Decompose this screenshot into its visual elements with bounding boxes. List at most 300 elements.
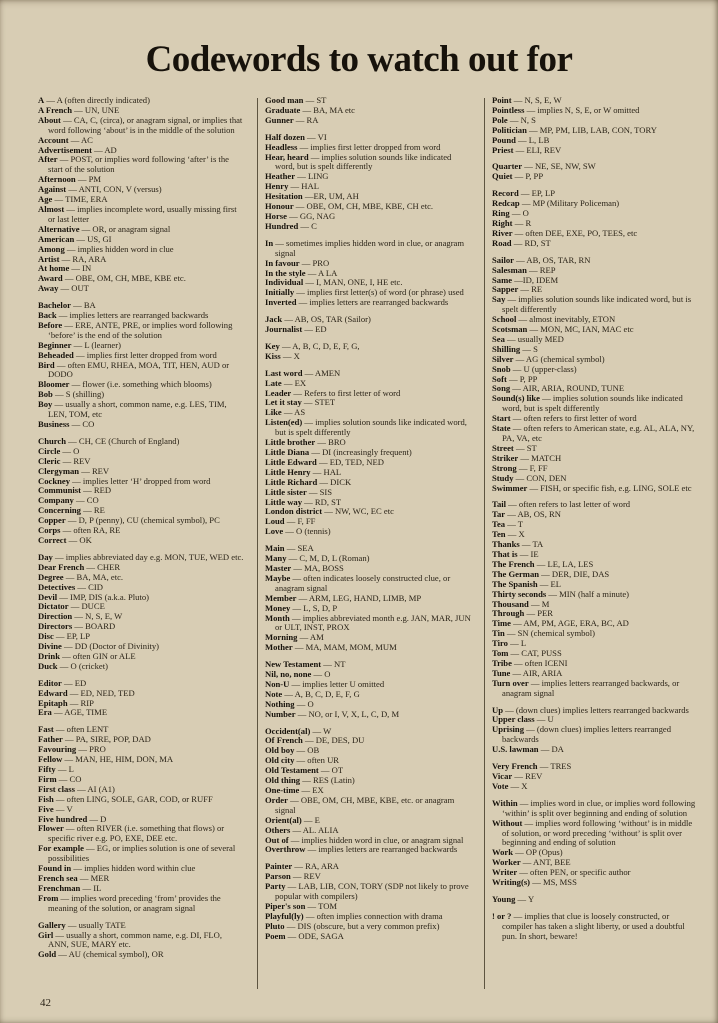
codeword-entry: Uprising — (down clues) implies letters rearranged backwards: [492, 724, 671, 745]
entry-term: Party: [265, 881, 286, 892]
entry-term: Old boy: [265, 745, 295, 756]
codeword-entry: Writing(s) — MS, MSS: [492, 877, 577, 888]
entry-term: Found in: [38, 863, 72, 874]
entry-term: Girl: [38, 929, 54, 940]
codeword-entry: ! or ? — implies that clue is loosely constructed, or compiler has taken a slight liberty, or used a doubtful pun. In short, beware!: [492, 910, 685, 941]
entry-term: Tea: [492, 519, 506, 530]
codeword-entry: For example — EG, or implies solution is one of several possibilities: [38, 843, 236, 864]
codeword-entry: Hundred — C: [265, 220, 317, 231]
entry-term: Little Henry: [265, 466, 311, 477]
codeword-entry: Let it stay — STET: [265, 397, 336, 408]
codeword-entry: Record — EP, LP: [492, 188, 556, 199]
codeword-entry: Overthrow — implies letters are rearranged backwards: [265, 844, 458, 855]
entry-term: Mother: [265, 642, 293, 653]
codeword-entry: Many — C, M, D, L (Roman): [265, 553, 370, 564]
entry-term: Poem: [265, 930, 286, 941]
entry-term: Pound: [492, 134, 516, 145]
codeword-entry: Bloomer — flower (i.e. something which blooms): [38, 379, 212, 390]
codeword-entry: Good man — ST: [265, 96, 327, 105]
letter-group: [38, 921, 244, 961]
codeword-entry: Bachelor — BA: [38, 300, 96, 311]
codeword-entry: Street — ST: [492, 442, 537, 453]
entry-term: Disc: [38, 631, 54, 642]
entry-term: Thanks: [492, 539, 520, 550]
codeword-entry: Study — CON, DEN: [492, 472, 567, 483]
entry-term: Pointless: [492, 104, 525, 115]
entry-term: Corps: [38, 525, 61, 536]
letter-group: [265, 544, 471, 653]
codeword-entry: Cleric — REV: [38, 455, 91, 466]
codeword-entry: Old Testament — OT: [265, 765, 344, 776]
codeword-entry: Found in — implies hidden word within clue: [38, 863, 196, 874]
entry-term: Note: [265, 688, 283, 699]
codeword-entry: Cockney — implies letter ‘H’ dropped from word: [38, 475, 211, 486]
entry-term: Key: [265, 340, 280, 351]
codeword-entry: From — implies word preceding ‘from’ provides the meaning of the solution, or anagram signal: [38, 892, 221, 913]
entry-term: Order: [265, 794, 288, 805]
codeword-entry: Direction — N, S, E, W: [38, 611, 123, 622]
entry-term: Gallery: [38, 919, 66, 930]
codeword-entry: Honour — OBE, OM, CH, MBE, KBE, CH etc.: [265, 201, 434, 212]
letter-group: [38, 679, 244, 719]
codeword-entry: Sea — usually MED: [492, 333, 564, 344]
codeword-entry: Start — often refers to first letter of word: [492, 413, 637, 424]
entry-term: Turn over: [492, 677, 529, 688]
entry-term: Swimmer: [492, 482, 528, 493]
entry-term: Month: [265, 612, 290, 623]
codeword-entry: London district — NW, WC, EC etc: [265, 506, 394, 517]
codeword-entry: Loud — F, FF: [265, 516, 316, 527]
entry-term: Say: [492, 294, 506, 305]
codeword-entry: Gold — AU (chemical symbol), OR: [38, 949, 164, 960]
codeword-entry: Day — implies abbreviated day e.g. MON, TUE, WED etc.: [38, 551, 244, 562]
entry-term: Gunner: [265, 114, 294, 125]
entry-term: That is: [492, 548, 518, 559]
entry-term: The Spanish: [492, 578, 538, 589]
entry-term: Editor: [38, 677, 62, 688]
codeword-entry: Through — PER: [492, 608, 553, 619]
entry-term: Snob: [492, 363, 511, 374]
codeword-entry: Ring — O: [492, 208, 529, 219]
entry-term: Drink: [38, 650, 60, 661]
codeword-entry: Artist — RA, ARA: [38, 253, 107, 264]
codeword-entry: Scotsman — MON, MC, IAN, MAC etc: [492, 324, 634, 335]
entry-term: Boy: [38, 399, 53, 410]
codeword-entry: Pole — N, S: [492, 114, 536, 125]
entry-term: ! or ?: [492, 910, 512, 921]
page-title: Codewords to watch out for: [145, 39, 573, 80]
entry-term: Overthrow: [265, 844, 306, 855]
entry-term: Bloomer: [38, 379, 70, 390]
entry-term: Up: [492, 704, 503, 715]
entry-term: Dear French: [38, 561, 85, 572]
codeword-entry: A — A (often directly indicated): [38, 96, 150, 105]
entry-term: Bird: [38, 359, 55, 370]
letter-group: [265, 342, 471, 362]
entry-term: Back: [38, 310, 57, 321]
letter-group: [38, 96, 244, 294]
entry-term: Before: [38, 319, 63, 330]
codeword-entry: Salesman — REP: [492, 264, 556, 275]
codeword-entry: Number — NO, or I, V, X, L, C, D, M: [265, 708, 400, 719]
codeword-entry: American — US, GI: [38, 233, 112, 244]
codeword-entry: Sailor — AB, OS, TAR, RN: [492, 254, 591, 265]
entry-term: A French: [38, 104, 72, 115]
entry-term: Vote: [492, 780, 509, 791]
entry-term: Parson: [265, 871, 291, 882]
entry-term: Frenchman: [38, 882, 81, 893]
codeword-entry: After — POST, or implies word following ‘after’ is the start of the solution: [38, 154, 229, 175]
codeword-entry: Parson — REV: [265, 871, 321, 882]
codeword-entry: Little brother — BRO: [265, 437, 346, 448]
codeword-entry: Occident(al) — W: [265, 725, 332, 736]
letter-group: [492, 256, 698, 494]
entry-term: Old thing: [265, 775, 301, 786]
letter-group: [38, 301, 244, 430]
codeword-entry: Worker — ANT, BEE: [492, 857, 571, 868]
entry-term: Little Edward: [265, 456, 317, 467]
entry-term: Hear, heard: [265, 151, 309, 162]
entry-term: Playful(ly): [265, 910, 304, 921]
codeword-entry: Beginner — L (learner): [38, 339, 121, 350]
codeword-entry: Striker — MATCH: [492, 452, 562, 463]
letter-group: [492, 799, 698, 888]
codeword-entry: Non-U — implies letter U omitted: [265, 678, 385, 689]
entry-term: Epitaph: [38, 697, 68, 708]
entry-term: Many: [265, 553, 287, 564]
codeword-entry: At home — IN: [38, 263, 92, 274]
entry-term: Politician: [492, 124, 527, 135]
codeword-entry: Tune — AIR, ARIA: [492, 667, 563, 678]
entry-term: Pole: [492, 114, 508, 125]
letter-group: [492, 189, 698, 248]
entry-term: Individual: [265, 277, 304, 288]
codeword-entry: Vicar — REV: [492, 771, 543, 781]
entry-term: Devil: [38, 591, 58, 602]
entry-term: Kiss: [265, 350, 281, 361]
codeword-entry: Road — RD, ST: [492, 237, 551, 248]
codeword-entry: French sea — MER: [38, 872, 110, 883]
codeword-entry: U.S. lawman — DA: [492, 744, 564, 755]
entry-term: Alternative: [38, 223, 80, 234]
entry-term: First class: [38, 783, 75, 794]
entry-term: Beginner: [38, 339, 72, 350]
codeword-entry: The Spanish — EL: [492, 578, 562, 589]
codeword-entry: In favour — PRO: [265, 257, 330, 268]
entry-term: Fellow: [38, 754, 63, 765]
entry-term: Last word: [265, 367, 303, 378]
entry-term: Initially: [265, 287, 295, 298]
entry-term: Five hundred: [38, 813, 88, 824]
entry-term: Gold: [38, 949, 57, 960]
entry-term: River: [492, 227, 513, 238]
entry-term: Correct: [38, 534, 67, 545]
entry-term: Away: [38, 283, 59, 294]
entry-term: Master: [265, 562, 292, 573]
codeword-entry: Pointless — implies N, S, E, or W omitted: [492, 104, 640, 115]
codeword-entry: Against — ANTI, CON, V (versus): [38, 184, 162, 195]
entry-term: Hesitation: [265, 191, 303, 202]
entry-term: Fifty: [38, 764, 56, 774]
codeword-entry: Song — AIR, ARIA, ROUND, TUNE: [492, 383, 625, 394]
codeword-entry: First class — AI (A1): [38, 783, 115, 794]
codeword-entry: Ten — X: [492, 529, 525, 540]
codeword-entry: Gallery — usually TATE: [38, 919, 126, 930]
entry-term: Duck: [38, 660, 58, 671]
codeword-entry: Order — OBE, OM, CH, MBE, KBE, etc. or anagram signal: [265, 794, 455, 815]
entry-term: Fast: [38, 724, 54, 735]
codeword-entry: Work — OP (Opus): [492, 847, 563, 858]
codeword-entry: Tribe — often ICENI: [492, 657, 568, 668]
letter-group: [38, 553, 244, 672]
letter-group: [265, 96, 471, 126]
codeword-entry: Fellow — MAN, HE, HIM, DON, MA: [38, 754, 174, 765]
entry-term: Pluto: [265, 920, 285, 931]
codeword-entry: Sapper — RE: [492, 284, 543, 295]
entry-term: Without: [492, 817, 523, 828]
entry-term: Fish: [38, 793, 54, 804]
codeword-entry: Kiss — X: [265, 350, 300, 361]
codeword-entry: Main — SEA: [265, 543, 314, 554]
codeword-entry: Point — N, S, E, W: [492, 96, 562, 105]
entry-term: The French: [492, 558, 535, 569]
codeword-entry: Of French — DE, DES, DU: [265, 735, 365, 746]
codeword-entry: Say — implies solution sounds like indicated word, but is spelt differently: [492, 294, 692, 315]
entry-term: Little sister: [265, 486, 307, 497]
entry-term: New Testament: [265, 659, 322, 670]
entry-term: In: [265, 237, 274, 248]
codeword-entry: Swimmer — FISH, or specific fish, e.g. LING, SOLE etc: [492, 482, 692, 493]
codeword-entry: Dear French — CHER: [38, 561, 121, 572]
codeword-entry: Little Diana — DI (increasingly frequent): [265, 447, 412, 457]
entry-term: Sailor: [492, 254, 514, 265]
codeword-entry: Back — implies letters are rearranged backwards: [38, 310, 209, 321]
entry-term: Bachelor: [38, 300, 71, 311]
codeword-entry: Old city — often UR: [265, 755, 340, 766]
entry-term: Good man: [265, 96, 304, 105]
entry-term: For example: [38, 843, 84, 854]
codeword-entry: Within — implies word in clue, or implies word following ‘within’ is split over beginning and ending of solution: [492, 797, 696, 818]
codeword-entry: Soft — P, PP: [492, 373, 538, 384]
entry-term: Study: [492, 472, 514, 483]
entry-term: Tune: [492, 667, 511, 678]
codeword-entry: Henry — HAL: [265, 181, 319, 192]
entry-term: Among: [38, 243, 65, 254]
codeword-entry: Flower — often RIVER (i.e. something that flows) or specific river e.g. PO, EXE, DEE etc.: [38, 823, 225, 844]
codeword-entry: Account — AC: [38, 134, 93, 145]
codeword-entry: Piper's son — TOM: [265, 900, 338, 911]
codeword-entry: Tar — AB, OS, RN: [492, 509, 561, 520]
codeword-entry: Initially — implies first letter(s) of word (or phrase) used: [265, 287, 464, 298]
letter-group: [492, 912, 698, 942]
entry-term: Road: [492, 237, 512, 248]
entry-term: Communist: [38, 485, 81, 496]
codeword-entry: Concerning — RE: [38, 505, 105, 516]
entry-term: Dictator: [38, 601, 69, 612]
entry-term: Favouring: [38, 744, 77, 755]
entry-term: Tail: [492, 499, 507, 510]
letter-group: [492, 500, 698, 698]
codeword-entry: Quarter — NE, SE, NW, SW: [492, 161, 596, 172]
codeword-entry: Money — L, S, D, P: [265, 602, 338, 613]
letter-group: [38, 725, 244, 913]
entry-term: Hundred: [265, 220, 299, 231]
codeword-entry: State — often refers to American state, e.g. AL, ALA, NY, PA, VA, etc: [492, 423, 695, 443]
entry-term: School: [492, 314, 517, 325]
codeword-entry: A French — UN, UNE: [38, 104, 120, 115]
codeword-entry: Communist — RED: [38, 485, 112, 496]
entry-term: Day: [38, 551, 53, 562]
codeword-columns: [38, 96, 704, 995]
codeword-entry: Old thing — RES (Latin): [265, 775, 355, 786]
entry-term: Tiro: [492, 638, 508, 649]
entry-term: Horse: [265, 210, 287, 221]
entry-term: Painter: [265, 861, 293, 872]
codeword-entry: Dictator — DUCE: [38, 601, 105, 612]
entry-term: Maybe: [265, 572, 291, 583]
codeword-entry: Church — CH, CE (Church of England): [38, 435, 180, 446]
entry-term: In favour: [265, 257, 300, 268]
entry-term: Listen(ed): [265, 417, 303, 428]
entry-term: Redcap: [492, 198, 520, 209]
entry-term: Silver: [492, 353, 514, 364]
codeword-entry: Editor — ED: [38, 677, 87, 688]
codeword-entry: Award — OBE, OM, CH, MBE, KBE etc.: [38, 273, 186, 284]
letter-group: [492, 162, 698, 182]
codeword-entry: Maybe — often indicates loosely constructed clue, or anagram signal: [265, 572, 451, 593]
entry-term: Ten: [492, 529, 506, 540]
codeword-entry: Inverted — implies letters are rearranged backwards: [265, 297, 449, 308]
entry-term: Uprising: [492, 724, 524, 735]
entry-term: Direction: [38, 611, 73, 622]
codeword-entry: Time — AM, PM, AGE, ERA, BC, AD: [492, 618, 629, 629]
entry-term: Writer: [492, 867, 518, 878]
codeword-entry: Very French — TRES: [492, 761, 572, 772]
entry-term: Out of: [265, 834, 289, 845]
entry-term: Non-U: [265, 678, 290, 689]
codeword-entry: Orient(al) — E: [265, 814, 320, 825]
entry-term: Shilling: [492, 343, 521, 354]
entry-term: Start: [492, 413, 511, 424]
letter-group: [38, 437, 244, 546]
entry-term: Flower: [38, 823, 64, 834]
entry-term: Point: [492, 96, 512, 105]
entry-term: Money: [265, 602, 291, 613]
codeword-entry: Journalist — ED: [265, 324, 327, 335]
entry-term: Leader: [265, 387, 292, 398]
codeword-entry: Beheaded — implies first letter dropped from word: [38, 349, 217, 360]
entry-term: Little way: [265, 496, 302, 507]
entry-term: Of French: [265, 735, 303, 746]
entry-term: Business: [38, 419, 70, 429]
entry-term: Inverted: [265, 297, 297, 308]
entry-term: Young: [492, 893, 516, 904]
codeword-entry: The French — LE, LA, LES: [492, 558, 594, 569]
entry-term: Tribe: [492, 657, 512, 668]
letter-group: [492, 762, 698, 792]
codeword-entry: Tom — CAT, PUSS: [492, 648, 562, 659]
codeword-entry: Same —ID, IDEM: [492, 274, 559, 285]
entry-term: Morning: [265, 632, 298, 643]
entry-term: Quiet: [492, 171, 513, 182]
codeword-entry: Little Edward — ED, TED, NED: [265, 456, 384, 467]
codeword-entry: Old boy — OB: [265, 745, 320, 756]
codeword-entry: Politician — MP, PM, LIB, LAB, CON, TORY: [492, 124, 657, 135]
entry-term: One-time: [265, 785, 300, 795]
codeword-entry: Tail — often refers to last letter of word: [492, 499, 631, 510]
codeword-entry: Five — V: [38, 803, 73, 814]
codeword-entry: Alternative — OR, or anagram signal: [38, 223, 171, 234]
codeword-entry: Right — R: [492, 217, 532, 228]
codeword-entry: Detectives — CID: [38, 581, 103, 592]
entry-term: Concerning: [38, 505, 81, 516]
codeword-entry: Horse — GG, NAG: [265, 210, 336, 221]
entry-term: Writing(s): [492, 877, 531, 888]
entry-term: American: [38, 233, 75, 244]
entry-term: Little Diana: [265, 447, 310, 457]
entry-term: Five: [38, 803, 54, 814]
codeword-entry: Among — implies hidden word in clue: [38, 243, 174, 254]
entry-term: Afternoon: [38, 174, 76, 185]
column-3: [492, 96, 704, 995]
codeword-entry: Pound — L, LB: [492, 134, 550, 145]
codeword-entry: River — often DEE, EXE, PO, TEES, etc: [492, 227, 638, 238]
entry-term: Tom: [492, 648, 509, 659]
letter-group: [265, 660, 471, 719]
entry-term: Late: [265, 377, 282, 388]
entry-term: Very French: [492, 761, 538, 772]
entry-term: Cockney: [38, 475, 70, 486]
letter-group: [265, 133, 471, 232]
entry-term: Vicar: [492, 771, 513, 781]
entry-term: Through: [492, 608, 525, 619]
codeword-entry: Snob — U (upper-class): [492, 363, 577, 374]
entry-term: Circle: [38, 445, 61, 456]
entry-term: Sound(s) like: [492, 393, 540, 404]
codeword-entry: Key — A, B, C, D, E, F, G,: [265, 340, 360, 351]
entry-term: Journalist: [265, 324, 303, 335]
entry-term: Loud: [265, 516, 285, 527]
codeword-entry: Strong — F, FF: [492, 462, 548, 473]
codeword-entry: Little Henry — HAL: [265, 466, 342, 477]
entry-term: Sapper: [492, 284, 519, 295]
entry-term: London district: [265, 506, 323, 517]
codeword-entry: Copper — D, P (penny), CU (chemical symbol), PC: [38, 515, 220, 526]
codeword-entry: Corps — often RA, RE: [38, 525, 121, 536]
letter-group: [492, 895, 698, 905]
codeword-entry: New Testament — NT: [265, 659, 346, 670]
entry-term: Copper: [38, 515, 66, 526]
entry-term: Honour: [265, 201, 294, 212]
codeword-entry: Morning — AM: [265, 632, 324, 643]
entry-term: Ring: [492, 208, 510, 219]
column-1: [38, 96, 250, 995]
codeword-entry: About — CA, C, (circa), or anagram signal, or implies that word following ‘about’ is in the middle of the solution: [38, 114, 243, 135]
entry-term: Era: [38, 707, 52, 718]
entry-term: French sea: [38, 872, 78, 883]
codeword-entry: Fish — often LING, SOLE, GAR, COD, or RUFF: [38, 793, 213, 804]
codeword-entry: Nothing — O: [265, 698, 314, 709]
entry-term: Against: [38, 184, 67, 195]
codeword-entry: Girl — usually a short, common name, e.g. DI, FLO, ANN, SUE, MARY etc.: [38, 929, 223, 950]
entry-term: In the style: [265, 267, 306, 278]
codeword-entry: Note — A, B, C, D, E, F, G: [265, 688, 360, 699]
entry-term: At home: [38, 263, 70, 274]
entry-term: Advertisement: [38, 144, 92, 155]
entry-term: Account: [38, 134, 69, 145]
codeword-entry: Playful(ly) — often implies connection with drama: [265, 910, 443, 921]
codeword-entry: Gunner — RA: [265, 114, 319, 125]
